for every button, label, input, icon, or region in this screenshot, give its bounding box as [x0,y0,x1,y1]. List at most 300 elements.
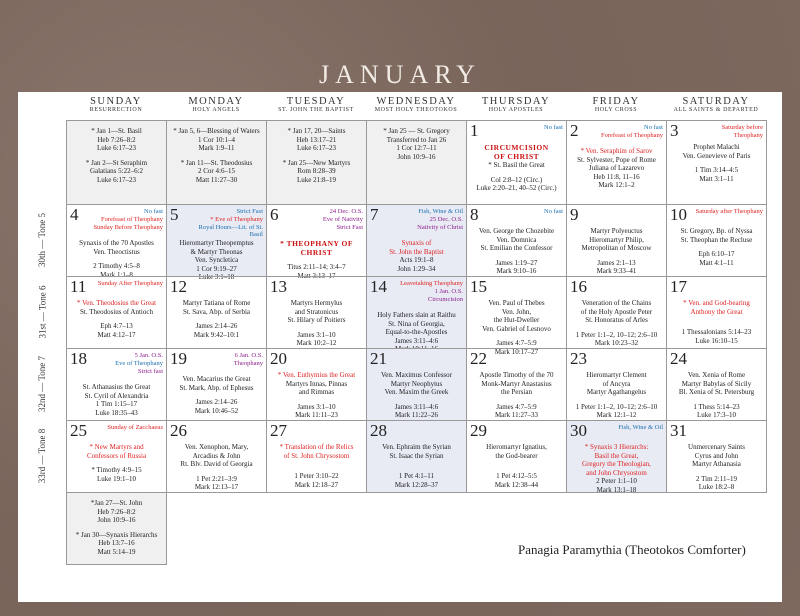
commemoration-line: Equal-to-the-Apostles [385,328,448,337]
day-commemorations [469,443,564,489]
note-lines [169,127,264,184]
day-number: 20 [270,349,287,368]
day-header-sunday [66,92,166,120]
day-status-tag: Sunday Before Theophany [93,223,163,231]
day-subtitle: HOLY CROSS [594,107,638,113]
day-number: 28 [370,421,387,440]
day-cell-2[interactable] [566,120,667,205]
week-label [32,204,52,276]
day-status-tag: Forefeast of Theophany [601,131,663,139]
day-commemorations [369,239,464,273]
day-status-tag: 25 Dec. O.S. [429,215,463,223]
commemoration-line: 2 Timothy 4:5–8 [93,262,140,271]
day-status-tags [544,124,563,132]
day-commemorations [369,443,464,489]
commemoration-line: 2 Tim 2:11–19 [696,474,737,483]
note-line: Heb 13:7–16 [98,539,135,548]
day-cell-12[interactable] [166,276,267,349]
day-status-tag: No fast [544,124,563,131]
commemoration-line: Gregory the Theologian, [582,460,651,469]
day-header-tuesday [266,92,366,120]
note-line: John 10:9–16 [97,516,136,525]
note-line: Matt 11:27–30 [195,175,238,184]
commemoration-line: James 3:11–4:6 [394,336,439,345]
week-label-text: 32nd — Tone 7 [37,356,48,412]
day-status-tags [400,280,463,303]
day-number: 29 [470,421,487,440]
commemoration-line: Ven. Gabriel of Lesnovo [482,324,551,333]
day-status-tag: Sunday After Theophany [97,280,163,287]
commemoration-line: Ven. Xenia of Rome [687,371,746,379]
commemoration-line: St. Cyril of Alexandria [84,391,149,400]
commemoration-line: Mark 9:33–41 [596,267,637,276]
commemoration-line: Luke 2:20–21, 40–52 (Circ.) [476,184,557,193]
day-commemorations [469,227,564,276]
commemoration-line: Cyrus and John [694,451,739,460]
prior-note-cell[interactable] [166,120,267,205]
commemoration-line: Mark 1:1–8 [100,270,133,279]
prior-note-cell[interactable] [266,120,367,205]
commemoration-line: James 2:1–13 [597,258,636,267]
day-commemorations [69,443,164,483]
day-cell-30[interactable] [566,420,667,493]
prior-note-cell[interactable] [366,120,467,205]
note-line: * Jan 5, 6—Blessing of Waters [173,127,260,135]
commemoration-line: James 1:19–27 [495,258,538,267]
note-line: Luke 21:8–19 [296,175,337,184]
commemoration-line: Mark 10:2–12 [296,339,337,348]
day-cell-17[interactable] [666,276,767,349]
commemoration-line: St. Honoratus of Arles [585,316,648,325]
day-number: 18 [70,349,87,368]
commemoration-line: Ven. Xenophon, Mary, [184,443,249,451]
commemoration-line: Mark 12:28–37 [394,480,439,489]
commemoration-line: Synaxis of the 70 Apostles [79,239,154,247]
day-status-tag: No fast [144,208,163,215]
commemoration-line: Luke 18:2–8 [698,483,735,492]
day-cell-24[interactable] [666,348,767,421]
commemoration-line: and John Chrysostom [586,468,647,477]
day-cell-5[interactable] [166,204,267,282]
note-line: Luke 6:17–23 [96,144,137,153]
day-status-tags [93,208,163,231]
commemoration-line: Mark 10:46–52 [194,406,239,415]
commemoration-line: OF CHRIST [493,152,540,162]
commemoration-line: & Martyr Theonas [190,247,243,256]
day-status-tag: Saturday before Theophany [721,124,763,139]
commemoration-line: Mark 12:1–12 [596,411,637,420]
day-number: 19 [170,349,187,368]
commemoration-line: * Timothy 4:9–15 [91,466,142,475]
day-subtitle: ST. JOHN THE BAPTIST [278,107,354,113]
day-number: 17 [670,277,687,296]
day-cell-10[interactable] [666,204,767,277]
day-number: 30 [570,421,587,440]
commemoration-line: Bl. Xenia of St. Petersburg [678,388,755,397]
week-label [32,420,52,492]
day-cell-23[interactable] [566,348,667,421]
day-status-tag: Fish, Wine & Oil [618,424,663,431]
commemoration-line: * New Martyrs and [89,443,144,451]
day-status-tag: Sunday of Zacchaeus [107,424,163,431]
day-name: FRIDAY [592,96,640,107]
week-labels [18,92,66,602]
commemoration-line: 1 Thessalonians 5:14–23 [681,328,752,337]
day-commemorations [469,143,564,193]
day-status-tag: Royal Hours—Lit. of St. Basil [198,223,263,239]
day-number: 8 [470,205,479,224]
note-line: 2 Cor 4:6–15 [198,167,235,176]
commemoration-line: St. Isaac the Syrian [389,451,444,460]
day-cell-14[interactable] [366,276,467,349]
day-header-wednesday [366,92,466,120]
day-number: 15 [470,277,487,296]
commemoration-line: Arcadius & John [192,451,241,460]
commemoration-line: CHRIST [300,248,333,258]
note-line: Mark 1:9–11 [198,144,235,153]
day-cell-9[interactable] [566,204,667,277]
commemoration-line: 1 Peter 3:10–22 [294,472,339,481]
commemoration-line: Martyr Neophytus [390,379,443,388]
commemoration-line: James 3:11–4:6 [394,402,439,411]
commemoration-line: * THEOPHANY OF [280,239,353,248]
day-number: 5 [170,205,179,224]
commemoration-line: St. Theodosius of Antioch [80,307,153,316]
day-commemorations [569,443,664,494]
day-subtitle: ALL SAINTS & DEPARTED [673,107,759,113]
commemoration-line: Unmercenary Saints [688,443,745,451]
week-label-text: 33rd — Tone 8 [37,428,48,484]
commemoration-line: 1 Tim 3:14–4:5 [694,166,739,175]
day-status-tag: Fish, Wine & Oil [418,208,463,215]
commemoration-line: St. Nina of Georgia, [388,319,445,328]
day-commemorations [269,443,364,489]
day-cell-11[interactable] [66,276,167,349]
commemoration-line: of the Holy Apostle Peter [580,307,653,316]
week-label [32,276,52,348]
day-commemorations [169,375,264,415]
day-cell-1[interactable] [466,120,567,205]
commemoration-line: Col 2:8–12 (Circ.) [490,175,543,184]
note-line: * Jan 25 — St. Gregory [383,127,450,135]
commemoration-line: Martyr Babylas of Sicily [681,379,752,388]
day-number: 1 [470,121,479,140]
commemoration-line: Rt. Blv. David of Georgia [180,460,253,469]
day-commemorations [269,299,364,348]
commemoration-line: Ven. Macarius the Great [182,375,251,383]
day-commemorations [669,143,764,183]
note-line: Heb 7:26–8:2 [97,135,136,144]
commemoration-line: James 4:7–5:9 [496,339,537,348]
day-name: SATURDAY [682,96,750,107]
day-cell-26[interactable] [166,420,267,493]
day-number: 4 [70,205,79,224]
day-status-tag: 1 Jan. O.S. [434,287,463,295]
day-cell-22[interactable] [466,348,567,421]
commemoration-line: Ven. Syncletica [194,256,239,265]
day-status-tag: Leavetaking Theophany [400,280,463,287]
commemoration-line: St. Mark, Abp. of Ephesus [179,383,254,392]
day-cell-16[interactable] [566,276,667,349]
day-cell-27[interactable] [266,420,367,493]
day-cell-25[interactable] [66,420,167,493]
commemoration-line: 2 Peter 1:1–10 [596,477,637,486]
day-subtitle: HOLY APOSTLES [488,107,544,113]
commemoration-line: Matt 4:1–11 [699,258,734,267]
day-status-tag: Strict Fast [236,208,263,215]
day-subtitle: HOLY ANGELS [192,107,240,113]
day-commemorations [569,299,664,348]
commemoration-line: St. Theophan the Recluse [680,235,753,244]
commemoration-line: Holy Fathers slain at Raithu [377,311,456,319]
commemoration-line: the God-bearer [495,451,538,460]
note-line: *Jan 27—St. John [90,499,143,507]
commemoration-line: of Ancyra [602,379,631,388]
day-number: 24 [670,349,687,368]
commemoration-line: * St. Basil the Great [488,161,545,170]
day-number: 13 [270,277,287,296]
day-cell-8[interactable] [466,204,567,277]
commemoration-line: * Ven. Euthymius the Great [277,371,356,379]
day-commemorations [69,383,164,417]
note-line: 1 Cor 10:1–4 [198,135,235,144]
day-number: 23 [570,349,587,368]
commemoration-line: Ven. Ephraim the Syrian [382,443,451,451]
note-line: * Jan 11—St. Theodosius [180,158,253,167]
day-commemorations [569,371,664,420]
calendar-sheet [18,92,782,602]
commemoration-line: James 3:1–10 [297,330,336,339]
commemoration-line: Hieromartyr Clement [586,371,647,379]
commemoration-line: Monk-Martyr Anastasius [481,379,552,388]
day-cell-15[interactable] [466,276,567,356]
commemoration-line: Juliana of Lazarevo [588,164,645,173]
commemoration-line: 1 Pet 4:1–11 [398,472,435,481]
day-header-monday [166,92,266,120]
week-label-text: 31st — Tone 6 [37,285,47,339]
commemoration-line: James 2:14–26 [195,398,238,407]
commemoration-line: Martyrs Hermylus [290,299,343,307]
note-lines [69,127,164,184]
day-number: 2 [570,121,579,140]
commemoration-line: Hieromartyr Philip, [589,235,644,244]
commemoration-line: 1 Peter 1:1–2, 10–12; 2:6–10 [575,402,658,411]
commemoration-line: Mark 12:18–27 [294,480,339,489]
day-cell-13[interactable] [266,276,367,349]
commemoration-line: Mark 9:42–10:1 [193,330,240,339]
day-status-tag: No fast [544,208,563,215]
commemoration-line: Heb 11:8, 11–16 [593,172,640,181]
commemoration-line: 1 Pet 4:12–5:5 [496,472,537,481]
day-number: 9 [570,205,579,224]
day-commemorations [69,299,164,339]
prior-note-cell[interactable] [66,120,167,205]
day-status-tag: Nativity of Christ [417,223,463,231]
day-commemorations [669,371,764,420]
commemoration-line: Anthony the Great [690,307,743,316]
commemoration-line: Mark 12:1–2 [598,181,635,190]
note-line: * Jan 2—St Seraphim [85,158,148,167]
day-number: 11 [70,277,87,296]
commemoration-line: * Translation of the Relics [279,443,354,451]
day-subtitle: MOST HOLY THEOTOKOS [374,107,458,113]
week-label-text: 30th — Tone 5 [37,213,48,267]
day-status-tags [323,208,363,231]
commemoration-line: Mark 11:11–23 [295,411,338,420]
commemoration-line: Mark 11:22–26 [394,411,439,420]
commemoration-line: the Hut-Dweller [493,316,540,325]
commemoration-line: Matt 4:12–17 [97,330,136,339]
note-line: Rom 8:28–39 [297,167,336,176]
day-status-tags [98,280,163,288]
day-status-tags [234,352,263,368]
commemoration-line: Hieromartyr Theopemptus [179,239,254,247]
day-commemorations [169,443,264,492]
day-name: MONDAY [188,96,244,107]
commemoration-line: Ven. Domnica [496,235,537,244]
commemoration-line: John 1:29–34 [397,264,436,273]
later-note-cell[interactable] [66,492,167,565]
commemoration-line: St. John the Baptist [389,247,444,256]
commemoration-line: Martyr Agathangelus [586,388,647,397]
day-status-tags [601,124,663,140]
commemoration-line: St. Gregory, Bp. of Nyssa [680,227,753,235]
day-subtitle: RESURRECTION [89,107,143,113]
day-status-tag: Strict fast [137,367,163,375]
commemoration-line: Eph 6:10–17 [698,250,735,259]
day-status-tags [691,124,763,140]
commemoration-line: St. Athanasius the Great [82,383,151,391]
commemoration-line: Titus 2:11–14; 3:4–7 [287,263,346,272]
commemoration-line: St. Hilary of Poitiers [287,316,346,325]
note-line: Matt 5:14–19 [97,547,136,556]
day-status-tag: 5 Jan. O.S. [134,352,163,359]
commemoration-line: Metropolitan of Moscow [581,244,652,253]
day-cell-31[interactable] [666,420,767,493]
commemoration-line: the Persian [501,388,532,397]
commemoration-line: James 4:7–5:9 [496,402,537,411]
note-line: 1 Cor 12:7–11 [396,144,437,153]
day-status-tag: No fast [644,124,663,131]
day-commemorations [69,239,164,279]
commemoration-line: Basil the Great, [594,451,639,460]
note-line: * Jan 17, 20—Saints [287,127,346,135]
commemoration-line: Matt 3:1–11 [699,174,734,183]
day-status-tags [544,208,563,216]
commemoration-line: Mark 10:23–32 [594,339,639,348]
commemoration-line: Martyr Polyeuctus [590,227,643,235]
day-header-saturday [666,92,766,120]
day-commemorations [269,371,364,420]
commemoration-line: Ven. Paul of Thebes [488,299,545,307]
commemoration-line: Mark 13:1–18 [596,485,637,494]
commemoration-line: St. Sylvester, Pope of Rome [577,155,656,164]
commemoration-line: Martyr Tatiana of Rome [182,299,251,307]
day-status-tags [107,424,163,432]
day-status-tag: Forefeast of Theophany [101,215,163,223]
note-lines [369,127,464,161]
commemoration-line: Luke 19:1–10 [96,474,137,483]
day-name: TUESDAY [286,96,346,107]
day-cell-18[interactable] [66,348,167,421]
day-cell-19[interactable] [166,348,267,421]
day-number: 6 [270,205,279,224]
day-cell-4[interactable] [66,204,167,277]
day-cell-28[interactable] [366,420,467,493]
commemoration-line: Martyr Athanasia [692,460,741,469]
day-cell-6[interactable] [266,204,367,280]
note-line: John 10:9–16 [397,152,436,161]
day-status-tags [618,424,663,432]
day-status-tags [191,208,263,239]
commemoration-line: Mark 10:17–27 [494,347,539,356]
day-commemorations [369,371,464,420]
day-status-tags [696,208,763,216]
commemoration-line: Synaxis of [401,239,432,247]
commemoration-line: 1 Thess 5:14–23 [693,402,740,411]
day-commemorations [169,299,264,339]
day-cell-20[interactable] [266,348,367,421]
commemoration-line: CIRCUMCISION [484,143,549,152]
commemoration-line: St. Sava, Abp. of Serbia [182,307,251,316]
commemoration-line: Martyrs Innas, Pinnas [285,379,348,388]
day-number: 27 [270,421,287,440]
commemoration-line: * Synaxis 3 Hierarchs: [584,443,649,451]
day-commemorations [669,299,764,345]
commemoration-line: Mark 12:38–44 [494,480,539,489]
day-cell-3[interactable] [666,120,767,205]
day-number: 26 [170,421,187,440]
commemoration-line: Apostle Timothy of the 70 [479,371,554,379]
commemoration-line: Mark 9:10–16 [496,267,537,276]
day-status-tags [115,352,163,375]
commemoration-line: and Stratonicus [294,307,339,316]
day-number: 22 [470,349,487,368]
day-cell-7[interactable] [366,204,467,277]
commemoration-line: of St. John Chrysostom [283,451,350,460]
commemoration-line: 1 Pet 2:21–3:9 [196,474,237,483]
commemoration-line: James 2:14–26 [195,322,238,331]
commemoration-line: Ven. Maxim the Greek [384,388,449,397]
day-status-tag: Strict Fast [336,223,363,231]
day-commemorations [669,227,764,267]
note-lines [269,127,364,184]
day-name: SUNDAY [90,96,142,107]
day-cell-29[interactable] [466,420,567,493]
day-commemorations [269,239,364,280]
footer-caption: Panagia Paramythia (Theotokos Comforter) [518,542,746,557]
note-line: Luke 6:17–23 [96,175,137,184]
day-number: 16 [570,277,587,296]
day-name: THURSDAY [481,96,551,107]
note-line: * Jan 30—Synaxis Hierarchs [75,530,158,539]
commemoration-line: Ven. Genevieve of Paris [682,151,751,160]
day-number: 14 [370,277,387,296]
day-commemorations [569,147,664,190]
day-cell-21[interactable] [366,348,467,421]
commemoration-line: Acts 19:1–8 [399,256,434,265]
commemoration-line: Ven. Maximus Confessor [381,371,452,379]
day-status-tag: 24 Dec. O.S. [329,208,363,215]
note-lines [69,499,164,556]
week-label [32,348,52,420]
note-line: * Jan 25—New Martyrs [282,158,351,167]
note-line: Galatians 5:22–6:2 [89,167,144,176]
commemoration-line: Hieromartyr Ignatius, [486,443,547,451]
commemoration-line: 1 Peter 1:1–2, 10–12; 2:6–10 [575,330,658,339]
day-number: 25 [70,421,87,440]
commemoration-line: Confessors of Russia [86,451,147,460]
